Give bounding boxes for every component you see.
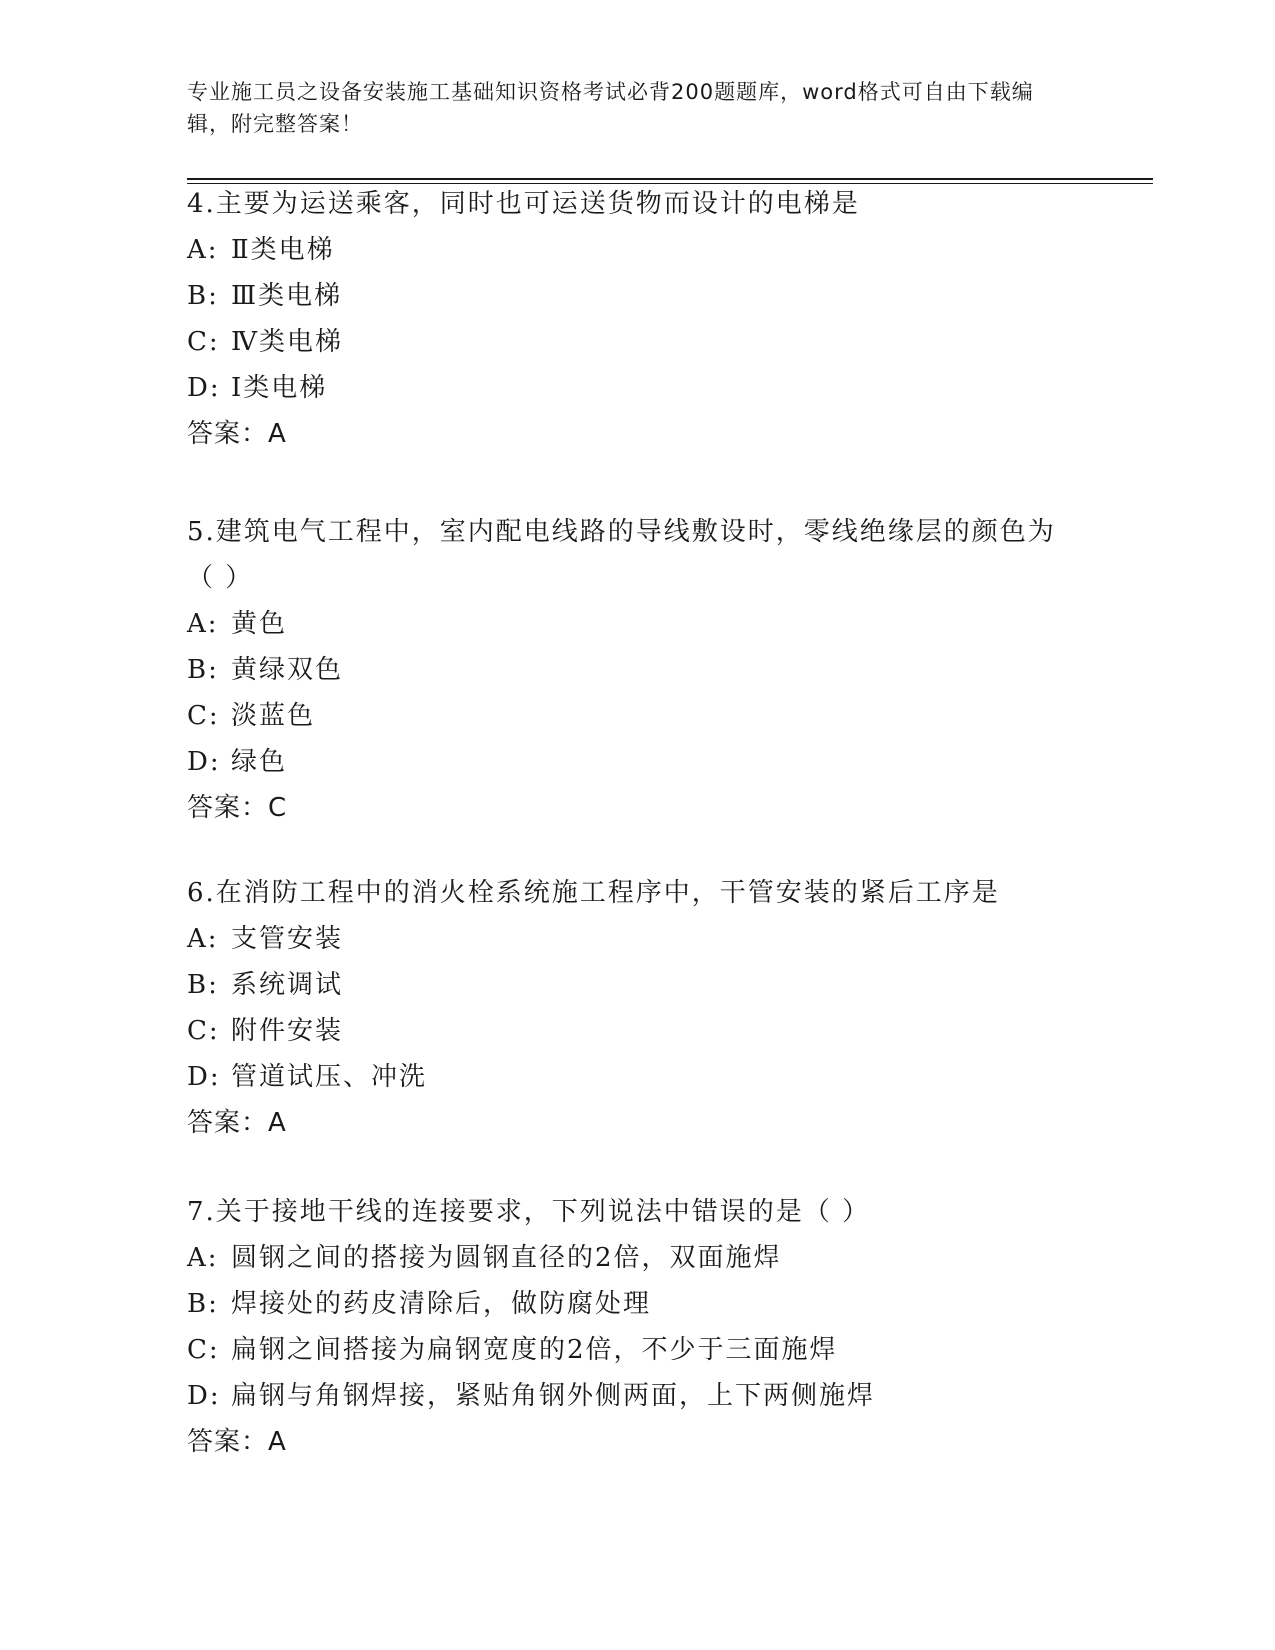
- option-letter: B:: [187, 970, 219, 1000]
- option-text: Ⅰ类电梯: [231, 373, 328, 403]
- option-text: Ⅱ类电梯: [231, 235, 335, 265]
- option-letter: D:: [187, 373, 221, 403]
- question-title: 5.建筑电气工程中，室内配电线路的导线敷设时，零线绝缘层的颜色为（ ）: [187, 517, 1056, 593]
- option-text: 黄色: [231, 609, 288, 639]
- option-text: 系统调试: [231, 970, 344, 1000]
- question-7: [187, 1189, 1067, 1465]
- option-text: 管道试压、冲洗: [231, 1062, 428, 1092]
- option-letter: B:: [187, 655, 219, 685]
- option-text: 扁钢与角钢焊接，紧贴角钢外侧两面，上下两侧施焊: [231, 1381, 876, 1411]
- option-c: [187, 319, 1067, 365]
- option-b: [187, 1281, 1067, 1327]
- option-letter: A:: [187, 1243, 219, 1273]
- option-text: 附件安装: [231, 1016, 344, 1046]
- option-d: [187, 739, 1067, 785]
- option-text: 支管安装: [231, 924, 344, 954]
- option-letter: C:: [187, 327, 220, 357]
- option-text: 黄绿双色: [231, 655, 344, 685]
- answer-line: 答案：A: [187, 419, 287, 449]
- option-letter: D:: [187, 747, 221, 777]
- option-b: [187, 273, 1067, 319]
- option-letter: A:: [187, 235, 219, 265]
- option-letter: A:: [187, 924, 219, 954]
- answer-line: 答案：A: [187, 1427, 287, 1457]
- option-letter: C:: [187, 701, 220, 731]
- option-text: Ⅲ类电梯: [231, 281, 343, 311]
- option-text: 绿色: [231, 747, 288, 777]
- question-title: 6.在消防工程中的消火栓系统施工程序中，干管安装的紧后工序是: [187, 878, 1000, 908]
- question-title: 4.主要为运送乘客，同时也可运送货物而设计的电梯是: [187, 189, 860, 219]
- question-6: [187, 870, 1067, 1146]
- option-c: [187, 693, 1067, 739]
- question-title: 7.关于接地干线的连接要求，下列说法中错误的是（ ）: [187, 1197, 871, 1227]
- option-a: [187, 1235, 1067, 1281]
- option-text: 淡蓝色: [231, 701, 316, 731]
- question-5: [187, 509, 1067, 831]
- option-a: [187, 601, 1067, 647]
- option-letter: B:: [187, 1289, 219, 1319]
- option-b: [187, 647, 1067, 693]
- option-letter: C:: [187, 1335, 220, 1365]
- option-text: Ⅳ类电梯: [231, 327, 343, 357]
- header-divider-thick: [187, 178, 1153, 180]
- answer-line: 答案：C: [187, 793, 288, 823]
- option-letter: A:: [187, 609, 219, 639]
- option-letter: B:: [187, 281, 219, 311]
- option-b: [187, 962, 1067, 1008]
- option-letter: C:: [187, 1016, 220, 1046]
- option-c: [187, 1327, 1067, 1373]
- header-text: 专业施工员之设备安装施工基础知识资格考试必背200题题库，word格式可自由下载编辑，附完整答案！: [187, 80, 1034, 136]
- option-d: [187, 1054, 1067, 1100]
- answer-line: 答案：A: [187, 1108, 287, 1138]
- option-letter: D:: [187, 1062, 221, 1092]
- option-a: [187, 916, 1067, 962]
- question-4: [187, 181, 1067, 457]
- option-d: [187, 1373, 1067, 1419]
- option-c: [187, 1008, 1067, 1054]
- option-letter: D:: [187, 1381, 221, 1411]
- option-text: 扁钢之间搭接为扁钢宽度的2倍，不少于三面施焊: [231, 1335, 838, 1365]
- document-header: [187, 76, 1067, 140]
- option-text: 圆钢之间的搭接为圆钢直径的2倍，双面施焊: [231, 1243, 782, 1273]
- option-d: [187, 365, 1067, 411]
- option-a: [187, 227, 1067, 273]
- option-text: 焊接处的药皮清除后，做防腐处理: [231, 1289, 652, 1319]
